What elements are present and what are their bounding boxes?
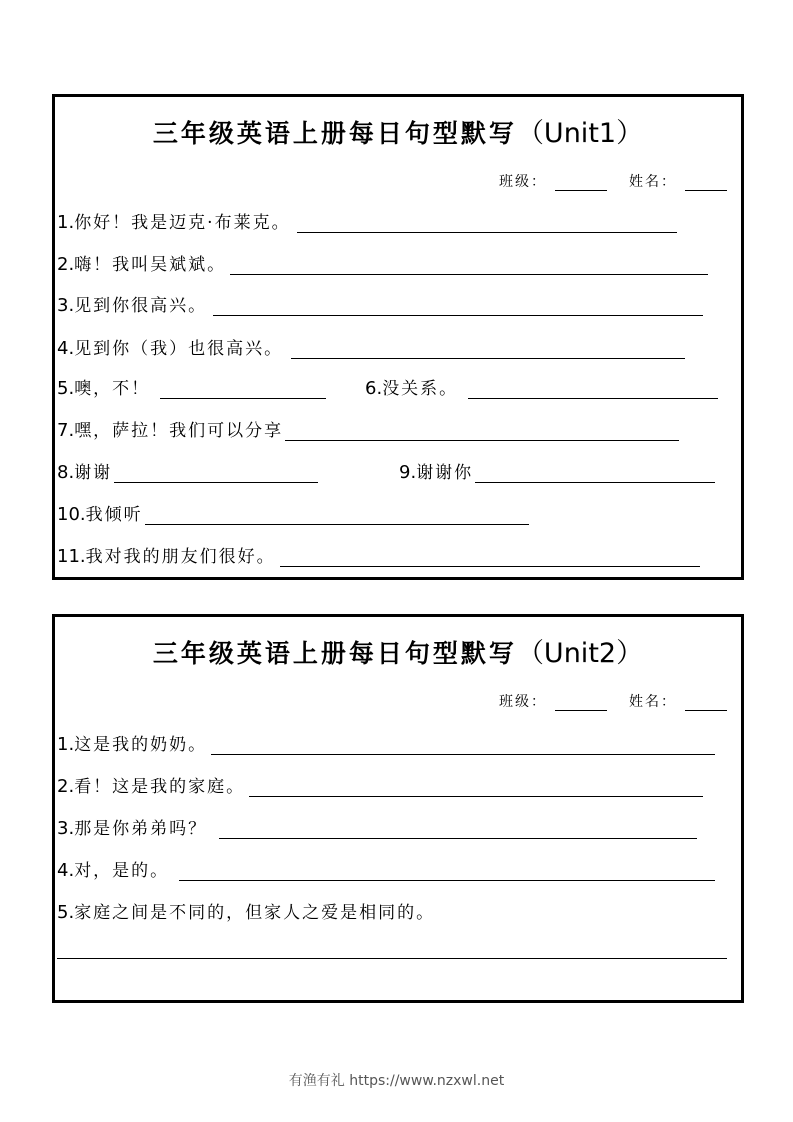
answer-line[interactable] xyxy=(213,295,703,316)
question-text: 这是我的奶奶。 xyxy=(74,735,208,755)
answer-line[interactable] xyxy=(179,860,715,881)
question-row xyxy=(57,249,708,275)
question-number: 5. xyxy=(57,378,75,399)
answer-line[interactable] xyxy=(57,957,727,959)
answer-line[interactable] xyxy=(211,734,715,755)
footer-watermark: 有渔有礼 https://www.nzxwl.net xyxy=(288,1073,505,1089)
question-number: 2. xyxy=(57,776,75,797)
question-row xyxy=(57,499,529,525)
title-unit: （Unit1） xyxy=(516,118,644,149)
worksheet-unit2 xyxy=(52,614,744,1003)
question-text: 看！这是我的家庭。 xyxy=(74,777,246,797)
question-text: 我倾听 xyxy=(85,505,143,525)
question-row xyxy=(57,207,677,233)
class-blank[interactable] xyxy=(555,696,607,711)
question-row xyxy=(57,897,435,923)
title-text: 三年级英语上册每日句型默写 xyxy=(152,639,517,668)
question-text: 我对我的朋友们很好。 xyxy=(85,547,276,567)
question-row xyxy=(57,729,715,755)
answer-line[interactable] xyxy=(114,462,318,483)
answer-line[interactable] xyxy=(291,338,685,359)
answer-line[interactable] xyxy=(297,212,677,233)
question-text: 噢，不！ xyxy=(74,379,151,399)
question-text: 没关系。 xyxy=(382,379,459,399)
class-label: 班级： xyxy=(499,694,547,710)
answer-line[interactable] xyxy=(475,462,715,483)
question-number: 9. xyxy=(399,462,417,483)
answer-line[interactable] xyxy=(280,546,700,567)
title-unit: （Unit2） xyxy=(516,638,644,669)
question-9 xyxy=(399,458,715,483)
question-row xyxy=(57,457,715,483)
question-6 xyxy=(365,374,718,399)
question-number: 3. xyxy=(57,295,75,316)
question-row xyxy=(57,541,700,567)
question-number: 1. xyxy=(57,212,75,233)
class-label: 班级： xyxy=(499,174,547,190)
answer-line[interactable] xyxy=(219,818,697,839)
answer-line[interactable] xyxy=(249,776,703,797)
question-number: 5. xyxy=(57,902,75,923)
worksheet-title xyxy=(55,631,741,670)
student-info xyxy=(499,691,727,711)
worksheet-title xyxy=(55,111,741,150)
answer-line[interactable] xyxy=(285,420,679,441)
question-text: 嘿，萨拉！我们可以分享 xyxy=(74,421,284,441)
question-text: 谢谢 xyxy=(74,463,113,483)
name-label: 姓名： xyxy=(629,174,677,190)
question-text: 对，是的。 xyxy=(74,861,170,881)
question-5 xyxy=(57,374,365,399)
question-text: 你好！我是迈克·布莱克。 xyxy=(74,213,291,233)
name-blank[interactable] xyxy=(685,696,727,711)
question-8 xyxy=(57,458,399,483)
title-text: 三年级英语上册每日句型默写 xyxy=(152,119,517,148)
answer-line[interactable] xyxy=(230,254,708,275)
question-number: 7. xyxy=(57,420,75,441)
question-number: 8. xyxy=(57,462,75,483)
question-number: 10. xyxy=(57,504,86,525)
question-text: 那是你弟弟吗？ xyxy=(74,819,208,839)
name-label: 姓名： xyxy=(629,694,677,710)
question-text: 嗨！我叫吴斌斌。 xyxy=(74,255,227,275)
question-number: 2. xyxy=(57,254,75,275)
question-number: 3. xyxy=(57,818,75,839)
question-text: 见到你（我）也很高兴。 xyxy=(74,339,284,359)
question-number: 1. xyxy=(57,734,75,755)
class-blank[interactable] xyxy=(555,176,607,191)
question-text: 见到你很高兴。 xyxy=(74,296,208,316)
name-blank[interactable] xyxy=(685,176,727,191)
question-row xyxy=(57,771,703,797)
question-number: 11. xyxy=(57,546,86,567)
question-text: 家庭之间是不同的，但家人之爱是相同的。 xyxy=(74,903,436,923)
answer-line[interactable] xyxy=(468,378,718,399)
question-row xyxy=(57,333,685,359)
question-row xyxy=(57,415,679,441)
question-text: 谢谢你 xyxy=(416,463,474,483)
question-number: 4. xyxy=(57,860,75,881)
question-number: 6. xyxy=(365,378,383,399)
question-row xyxy=(57,290,703,316)
worksheet-unit1 xyxy=(52,94,744,580)
answer-line[interactable] xyxy=(145,504,529,525)
student-info xyxy=(499,171,727,191)
question-row xyxy=(57,813,697,839)
question-row xyxy=(57,855,715,881)
question-number: 4. xyxy=(57,338,75,359)
question-row xyxy=(57,373,718,399)
answer-line[interactable] xyxy=(160,378,326,399)
